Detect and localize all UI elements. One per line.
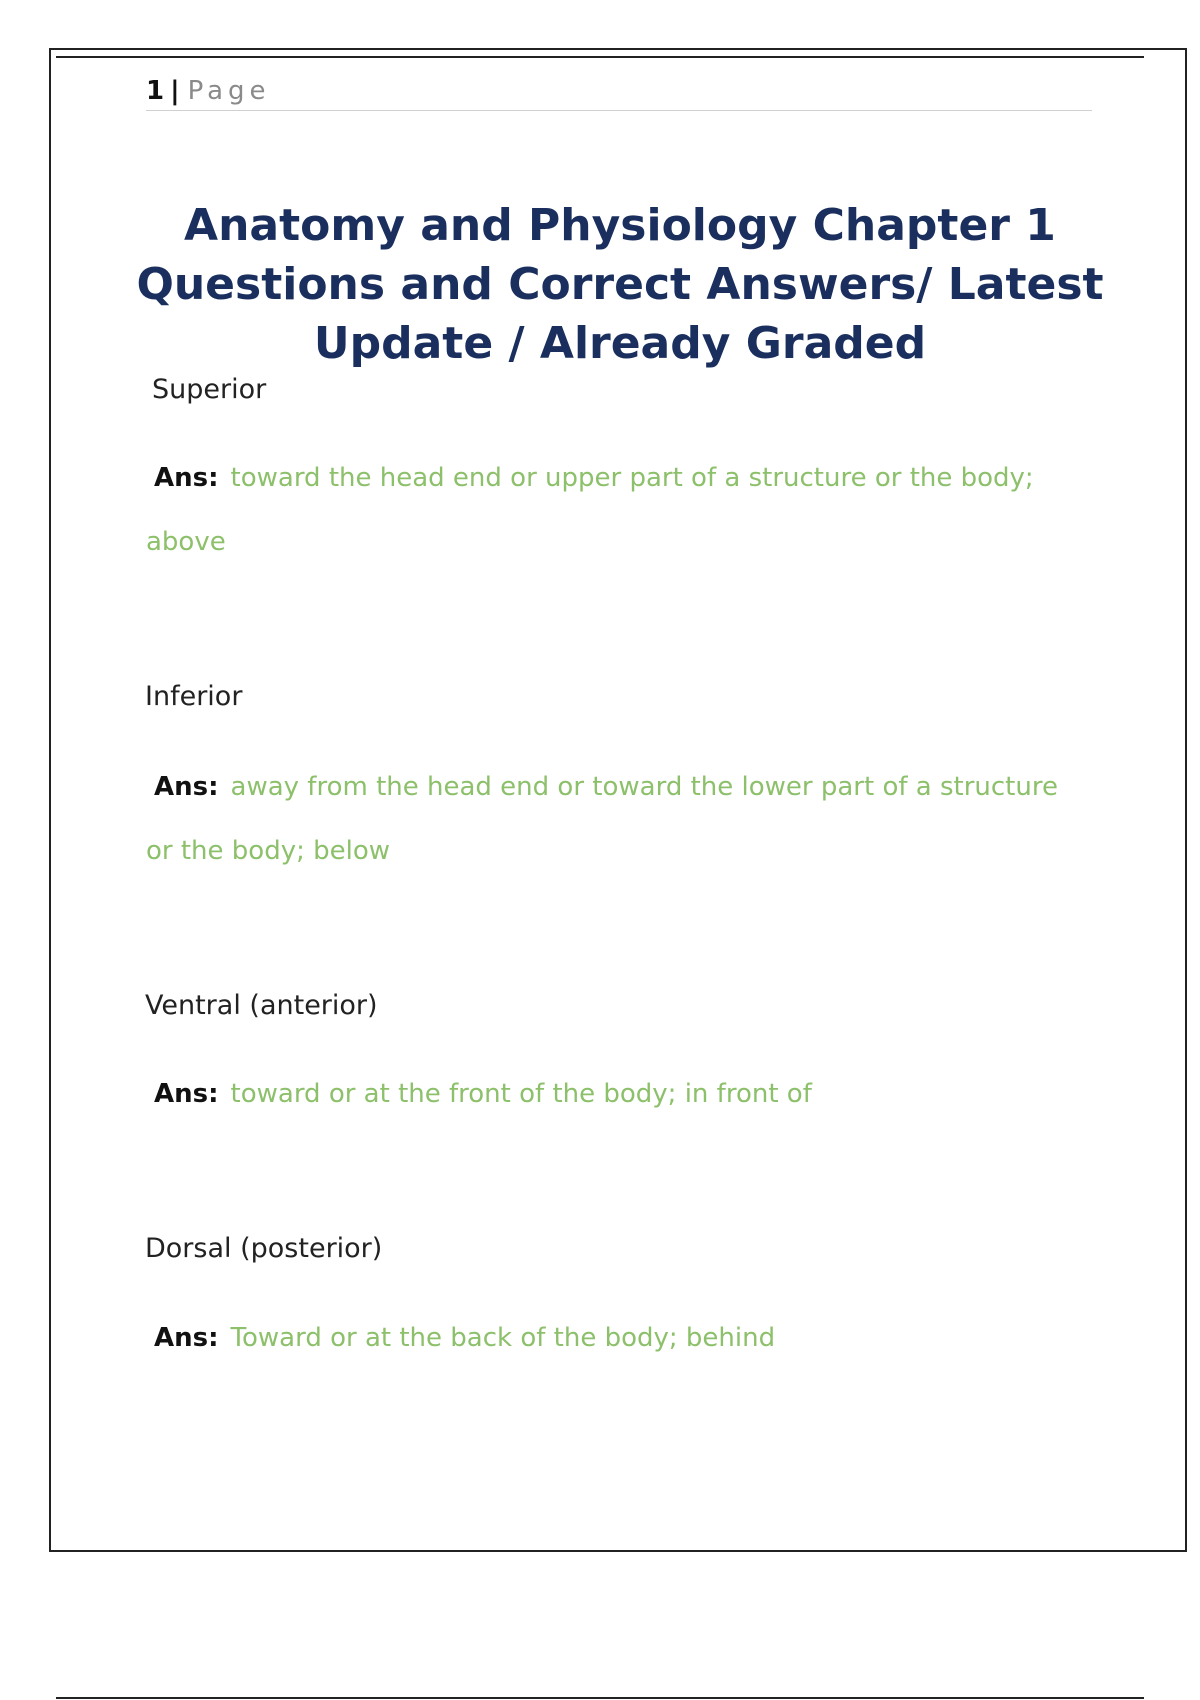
answer-text: away from the head end or toward the lower part of a structure or the body; below [146,772,1058,866]
question-term: Inferior [145,681,243,712]
document-title: Anatomy and Physiology Chapter 1 Questions and Correct Answers/ Latest Update / Already Graded [136,200,1104,369]
answer-label: Ans: [154,1323,219,1353]
answer-text: Toward or at the back of the body; behind [230,1323,776,1353]
question-term: Superior [152,374,267,405]
bottom-rule [56,1697,1144,1699]
page-number: 1 [146,76,165,106]
answer-label: Ans: [154,463,219,493]
page-header [146,72,1092,111]
answer-block [146,446,1086,574]
answer-block [146,1306,1086,1370]
answer-text: toward or at the front of the body; in front of [230,1079,812,1109]
question-term: Ventral (anterior) [145,990,378,1021]
answer-block [146,755,1086,883]
answer-text: toward the head end or upper part of a structure or the body; above [146,463,1034,557]
question-term: Dorsal (posterior) [145,1233,383,1264]
answer-label: Ans: [154,1079,219,1109]
page-separator: | [170,76,180,106]
page-word: Page [187,76,271,106]
answer-block [146,1062,1086,1126]
answer-label: Ans: [154,772,219,802]
top-rule [56,56,1144,58]
